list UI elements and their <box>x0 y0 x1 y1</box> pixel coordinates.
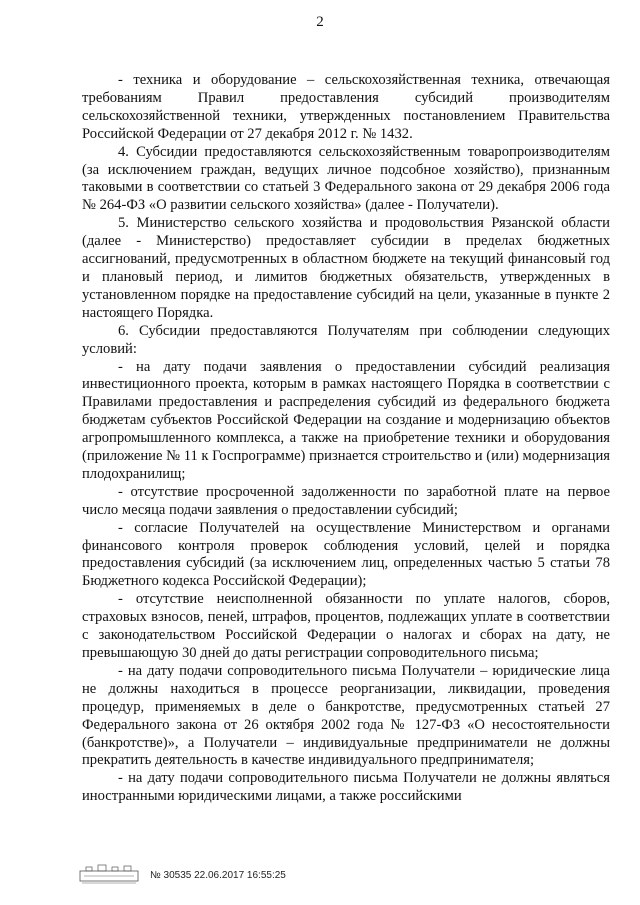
paragraph-6: 6. Субсидии предоставляются Получателям при соблюдении следующих условий: <box>82 322 610 357</box>
condition-not-foreign-entity: - на дату подачи сопроводительного письма Получатели не должны являться иностранными юридическими лицами, а также российскими <box>82 770 610 805</box>
registration-number: № 30535 22.06.2017 16:55:25 <box>150 870 286 881</box>
paragraph-5: 5. Министерство сельского хозяйства и продовольствия Рязанской области (далее - Министерство) предоставляет субсидии в пределах бюджетных ассигнований, предусмотренных в областном бюджете на текущий финансовый год и плановый период, и лимитов бюджетных обязательств, утвержденных в установленном порядке на предоставление субсидий на цели, указанные в пункте 2 настоящего Порядка. <box>82 215 610 321</box>
condition-no-reorganization: - на дату подачи сопроводительного письма Получатели – юридические лица не должны находиться в процессе реорганизации, ликвидации, проведения процедур, применяемых в деле о банкротстве, предусмотренных статьей 27 Федерального закона от 26 октября 2002 года № 127-ФЗ «О несостоятельности (банкротстве)», а Получатели – индивидуальные предприниматели не должны прекратить деятельность в качестве индивидуального предпринимателя; <box>82 662 610 769</box>
footer <box>78 862 378 888</box>
condition-inspection-consent: - согласие Получателей на осуществление Министерством и органами финансового контроля проверок соблюдения условий, целей и порядка предоставления субсидий (за исключением лиц, определенных частью 5 статьи 78 Бюджетного кодекса Российской Федерации); <box>82 519 610 590</box>
paragraph-equipment-definition: - техника и оборудование – сельскохозяйственная техника, отвечающая требованиям Правил предоставления субсидий производителям сельскохозяйственной техники, утвержденных постановлением Правительства Российской Федерации от 27 декабря 2012 г. № 1432. <box>82 72 610 142</box>
paragraph-4: 4. Субсидии предоставляются сельскохозяйственным товаропроизводителям (за исключением граждан, ведущих личное подсобное хозяйство), признанным таковыми в соответствии со статьей 3 Федерального закона от 29 декабря 2006 года № 264-ФЗ «О развитии сельского хозяйства» (далее - Получатели). <box>82 143 610 214</box>
registry-stamp-icon <box>78 862 140 886</box>
document-body <box>82 72 610 806</box>
condition-no-wage-arrears: - отсутствие просроченной задолженности по заработной плате на первое число месяца подачи заявления о предоставлении субсидий; <box>82 483 610 518</box>
condition-investment-project: - на дату подачи заявления о предоставлении субсидий реализация инвестиционного проекта, которым в рамках настоящего Порядка в соответствии с Правилами предоставления и распределения субсидий из федерального бюджета бюджетам субъектов Российской Федерации на создание и модернизацию объектов агропромышленного комплекса, а также на приобретение техники и оборудования (приложение № 11 к Госпрограмме) признается строительство и (или) модернизация плодохранилищ; <box>82 358 610 482</box>
condition-no-tax-debt: - отсутствие неисполненной обязанности по уплате налогов, сборов, страховых взносов, пеней, штрафов, процентов, подлежащих уплате в соответствии с законодательством Российской Федерации о налогах и сборах на дату, не превышающую 30 дней до даты регистрации сопроводительного письма; <box>82 591 610 661</box>
page-number: 2 <box>316 14 324 30</box>
